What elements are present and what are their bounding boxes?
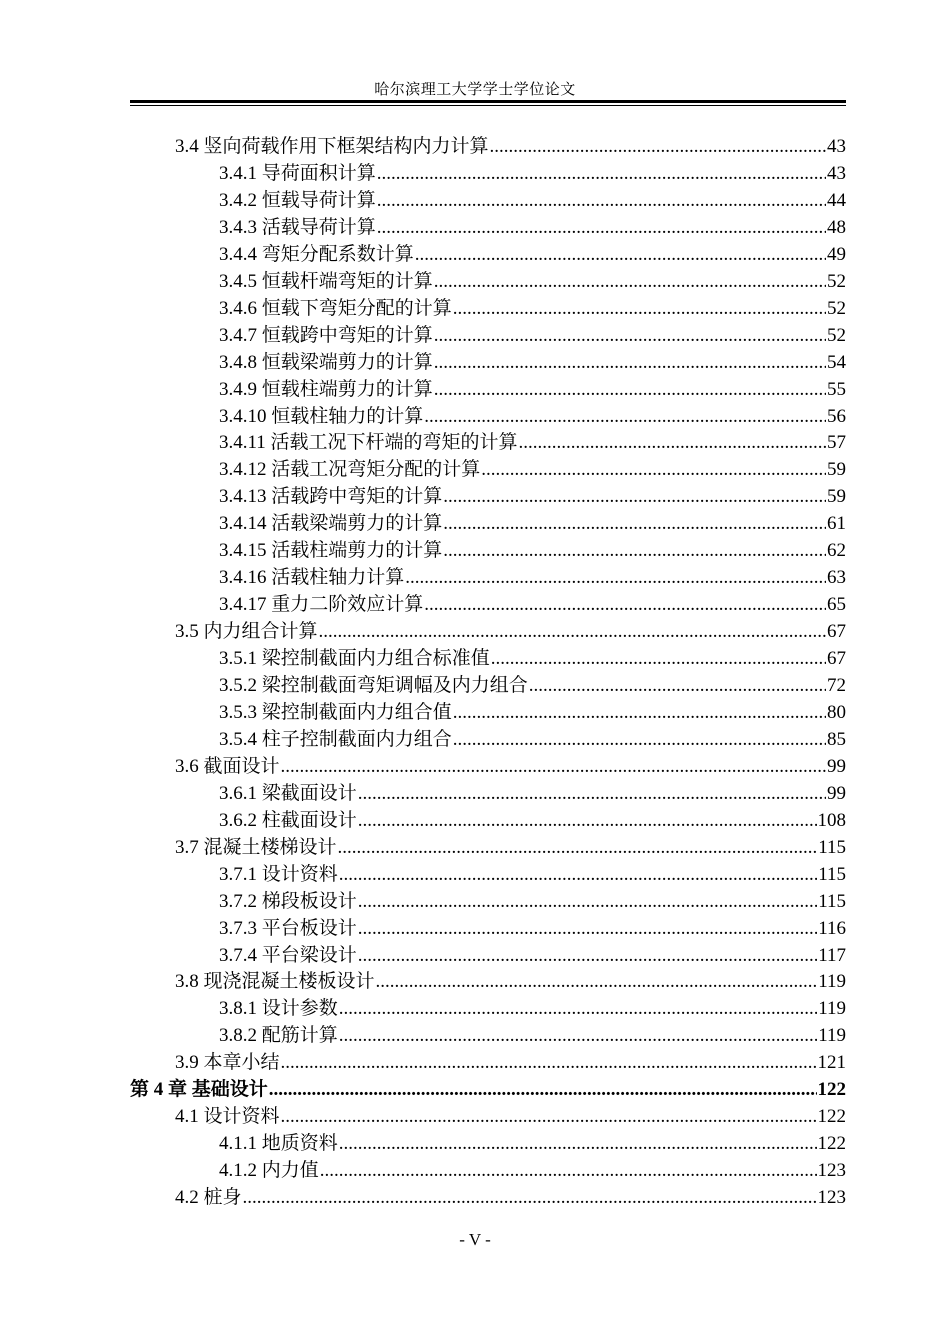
- toc-dot-leader: [415, 241, 826, 268]
- toc-dot-leader: [434, 376, 826, 403]
- toc-entry-page: 122: [817, 1106, 846, 1128]
- toc-entry-page: 57: [827, 432, 846, 454]
- toc-entry-label: 3.4.13 活载跨中弯矩的计算: [219, 486, 443, 508]
- toc-entry-page: 49: [827, 243, 846, 265]
- toc-dot-leader: [490, 133, 826, 160]
- toc-entry[interactable]: [219, 942, 846, 969]
- toc-entry-page: 48: [827, 216, 846, 238]
- toc-dot-leader: [319, 618, 826, 645]
- toc-entry[interactable]: [219, 726, 846, 753]
- toc-entry[interactable]: [219, 537, 846, 564]
- toc-entry[interactable]: [219, 510, 846, 537]
- toc-entry-label: 3.8.1 设计参数: [219, 998, 338, 1020]
- toc-dot-leader: [281, 1103, 817, 1130]
- toc-entry[interactable]: [219, 861, 846, 888]
- toc-dot-leader: [405, 564, 826, 591]
- toc-entry-page: 59: [827, 486, 846, 508]
- toc-entry-page: 67: [827, 648, 846, 670]
- toc-entry-label: 3.4.11 活载工况下杆端的弯矩的计算: [219, 432, 518, 454]
- toc-entry[interactable]: [175, 1103, 846, 1130]
- toc-entry[interactable]: [219, 1157, 846, 1184]
- toc-entry-page: 123: [817, 1160, 846, 1182]
- toc-entry-label: 3.4.17 重力二阶效应计算: [219, 594, 424, 616]
- toc-entry-label: 3.5.3 梁控制截面内力组合值: [219, 701, 452, 723]
- toc-entry-page: 119: [818, 971, 846, 993]
- toc-entry-page: 116: [818, 917, 846, 939]
- toc-entry[interactable]: [219, 295, 846, 322]
- running-header-title: 哈尔滨理工大学学士学位论文: [374, 82, 576, 98]
- toc-entry-label: 3.4.2 恒载导荷计算: [219, 189, 376, 211]
- toc-dot-leader: [281, 753, 826, 780]
- toc-entry[interactable]: [219, 268, 846, 295]
- toc-entry[interactable]: [175, 834, 846, 861]
- toc-entry-label: 3.4.6 恒载下弯矩分配的计算: [219, 297, 452, 319]
- toc-entry-page: 123: [817, 1187, 846, 1209]
- toc-entry-label: 4.2 桩身: [175, 1187, 242, 1209]
- toc-entry-label: 3.4.5 恒载杆端弯矩的计算: [219, 270, 433, 292]
- header-rule-thin: [130, 105, 846, 106]
- toc-entry-label: 4.1.1 地质资料: [219, 1133, 338, 1155]
- toc-entry[interactable]: [219, 456, 846, 483]
- toc-entry-label: 3.4.8 恒载梁端剪力的计算: [219, 351, 433, 373]
- toc-dot-leader: [377, 160, 826, 187]
- toc-entry[interactable]: [219, 483, 846, 510]
- toc-entry-page: 63: [827, 567, 846, 589]
- toc-dot-leader: [358, 915, 817, 942]
- toc-entry[interactable]: [219, 888, 846, 915]
- toc-entry-page: 122: [817, 1133, 846, 1155]
- toc-dot-leader: [434, 268, 826, 295]
- footer-page-number: - V -: [459, 1230, 491, 1249]
- toc-entry[interactable]: [219, 807, 846, 834]
- toc-dot-leader: [338, 834, 818, 861]
- toc-entry[interactable]: [130, 1076, 846, 1103]
- toc-entry-page: 62: [827, 540, 846, 562]
- toc-entry[interactable]: [175, 1049, 846, 1076]
- toc-entry-label: 3.4.1 导荷面积计算: [219, 162, 376, 184]
- toc-entry-label: 3.5 内力组合计算: [175, 621, 318, 643]
- toc-entry-page: 115: [818, 890, 846, 912]
- toc-entry-page: 56: [827, 405, 846, 427]
- toc-dot-leader: [377, 187, 826, 214]
- toc-entry-page: 85: [827, 728, 846, 750]
- toc-entry-label: 3.6.1 梁截面设计: [219, 782, 357, 804]
- toc-entry-page: 61: [827, 513, 846, 535]
- toc-dot-leader: [358, 888, 817, 915]
- toc-entry[interactable]: [219, 349, 846, 376]
- toc-dot-leader: [434, 322, 826, 349]
- toc-entry-label: 3.4.3 活载导荷计算: [219, 216, 376, 238]
- toc-entry-page: 99: [827, 782, 846, 804]
- toc-entry-page: 67: [827, 621, 846, 643]
- toc-entry-page: 43: [827, 162, 846, 184]
- toc-dot-leader: [434, 349, 826, 376]
- toc-entry-label: 3.4.14 活载梁端剪力的计算: [219, 513, 443, 535]
- toc-dot-leader: [443, 537, 826, 564]
- toc-entry-label: 3.7.3 平台板设计: [219, 917, 357, 939]
- toc-entry-page: 65: [827, 594, 846, 616]
- toc-dot-leader: [339, 995, 817, 1022]
- toc-entry-page: 52: [827, 297, 846, 319]
- toc-entry-page: 80: [827, 701, 846, 723]
- toc-entry-label: 3.5.2 梁控制截面弯矩调幅及内力组合: [219, 675, 528, 696]
- toc-dot-leader: [339, 1130, 817, 1157]
- toc-entry-page: 54: [827, 351, 846, 373]
- toc-entry-page: 115: [818, 836, 846, 858]
- toc-entry[interactable]: [219, 187, 846, 214]
- toc-dot-leader: [424, 591, 826, 618]
- toc-dot-leader: [269, 1076, 817, 1103]
- toc-dot-leader: [519, 429, 826, 456]
- toc-entry-label: 3.8.2 配筋计算: [219, 1025, 338, 1047]
- toc-entry-label: 3.4 竖向荷载作用下框架结构内力计算: [175, 136, 489, 157]
- toc-entry-page: 119: [818, 998, 846, 1020]
- toc-dot-leader: [453, 726, 826, 753]
- toc-entry-label: 3.5.1 梁控制截面内力组合标准值: [219, 648, 490, 670]
- toc-dot-leader: [424, 403, 826, 430]
- toc-dot-leader: [358, 780, 826, 807]
- toc-entry-page: 72: [827, 675, 846, 696]
- toc-entry[interactable]: [175, 133, 846, 160]
- toc-dot-leader: [339, 861, 817, 888]
- toc-entry-page: 119: [818, 1025, 846, 1047]
- toc-entry-label: 3.6.2 柱截面设计: [219, 809, 357, 831]
- toc-entry[interactable]: [219, 591, 846, 618]
- toc-entry[interactable]: [219, 160, 846, 187]
- toc-entry-label: 3.6 截面设计: [175, 755, 280, 777]
- toc-entry-page: 52: [827, 270, 846, 292]
- toc-dot-leader: [377, 214, 826, 241]
- toc-dot-leader: [529, 672, 826, 699]
- toc-entry-page: 117: [818, 944, 846, 966]
- toc-entry[interactable]: [219, 429, 846, 456]
- toc-entry[interactable]: [219, 564, 846, 591]
- toc-dot-leader: [376, 968, 818, 995]
- toc-dot-leader: [453, 699, 826, 726]
- toc-entry-page: 44: [827, 189, 846, 211]
- toc-entry-page: 43: [827, 136, 846, 157]
- header-rule-thick: [130, 100, 846, 103]
- toc-entry-page: 52: [827, 324, 846, 346]
- toc-entry[interactable]: [219, 699, 846, 726]
- toc-entry[interactable]: [219, 376, 846, 403]
- toc-entry-page: 121: [817, 1052, 846, 1074]
- toc-entry-label: 3.4.9 恒载柱端剪力的计算: [219, 378, 433, 400]
- toc-dot-leader: [243, 1184, 817, 1211]
- toc-entry-label: 第 4 章 基础设计: [130, 1079, 268, 1101]
- toc-dot-leader: [358, 807, 817, 834]
- toc-entry[interactable]: [219, 995, 846, 1022]
- toc-entry-page: 99: [827, 755, 846, 777]
- toc-dot-leader: [320, 1157, 817, 1184]
- toc-entry[interactable]: [175, 618, 846, 645]
- toc-entry-label: 3.8 现浇混凝土楼板设计: [175, 971, 375, 993]
- toc-dot-leader: [453, 295, 826, 322]
- toc-entry[interactable]: [175, 753, 846, 780]
- toc-entry-label: 3.4.12 活载工况弯矩分配的计算: [219, 459, 481, 481]
- toc-entry-page: 108: [817, 809, 846, 831]
- toc-entry[interactable]: [219, 241, 846, 268]
- toc-entry[interactable]: [175, 1184, 846, 1211]
- toc-entry-label: 3.4.7 恒载跨中弯矩的计算: [219, 324, 433, 346]
- toc-dot-leader: [358, 942, 817, 969]
- toc-dot-leader: [481, 456, 826, 483]
- toc-entry[interactable]: [219, 214, 846, 241]
- toc-entry-label: 3.7 混凝土楼梯设计: [175, 836, 337, 858]
- toc-entry-label: 3.7.1 设计资料: [219, 863, 338, 885]
- toc-entry-page: 115: [818, 863, 846, 885]
- toc-entry[interactable]: [219, 1130, 846, 1157]
- toc-entry-label: 3.5.4 柱子控制截面内力组合: [219, 728, 452, 750]
- toc-entry-label: 3.9 本章小结: [175, 1052, 280, 1074]
- toc-dot-leader: [339, 1022, 817, 1049]
- toc-entry-page: 59: [827, 459, 846, 481]
- toc-entry-label: 3.4.10 恒载柱轴力的计算: [219, 405, 424, 427]
- toc-dot-leader: [281, 1049, 817, 1076]
- toc-entry-label: 3.7.4 平台梁设计: [219, 944, 357, 966]
- toc-entry[interactable]: [219, 322, 846, 349]
- toc-dot-leader: [443, 483, 826, 510]
- toc-entry[interactable]: [219, 915, 846, 942]
- toc-entry-label: 4.1 设计资料: [175, 1106, 280, 1128]
- toc-entry[interactable]: [219, 780, 846, 807]
- toc-entry-label: 3.7.2 梯段板设计: [219, 890, 357, 912]
- toc-entry-label: 3.4.15 活载柱端剪力的计算: [219, 540, 443, 562]
- toc-entry-label: 3.4.16 活载柱轴力计算: [219, 567, 405, 589]
- toc-entry-page: 122: [817, 1079, 846, 1101]
- toc-dot-leader: [443, 510, 826, 537]
- toc-entry-page: 55: [827, 378, 846, 400]
- toc-entry-label: 3.4.4 弯矩分配系数计算: [219, 243, 414, 265]
- toc-entry-label: 4.1.2 内力值: [219, 1160, 319, 1182]
- toc-entry[interactable]: [219, 645, 846, 672]
- toc-entry[interactable]: [219, 1022, 846, 1049]
- toc-entry[interactable]: [219, 672, 846, 699]
- toc-entry[interactable]: [175, 968, 846, 995]
- toc-dot-leader: [491, 645, 826, 672]
- toc-entry[interactable]: [219, 403, 846, 430]
